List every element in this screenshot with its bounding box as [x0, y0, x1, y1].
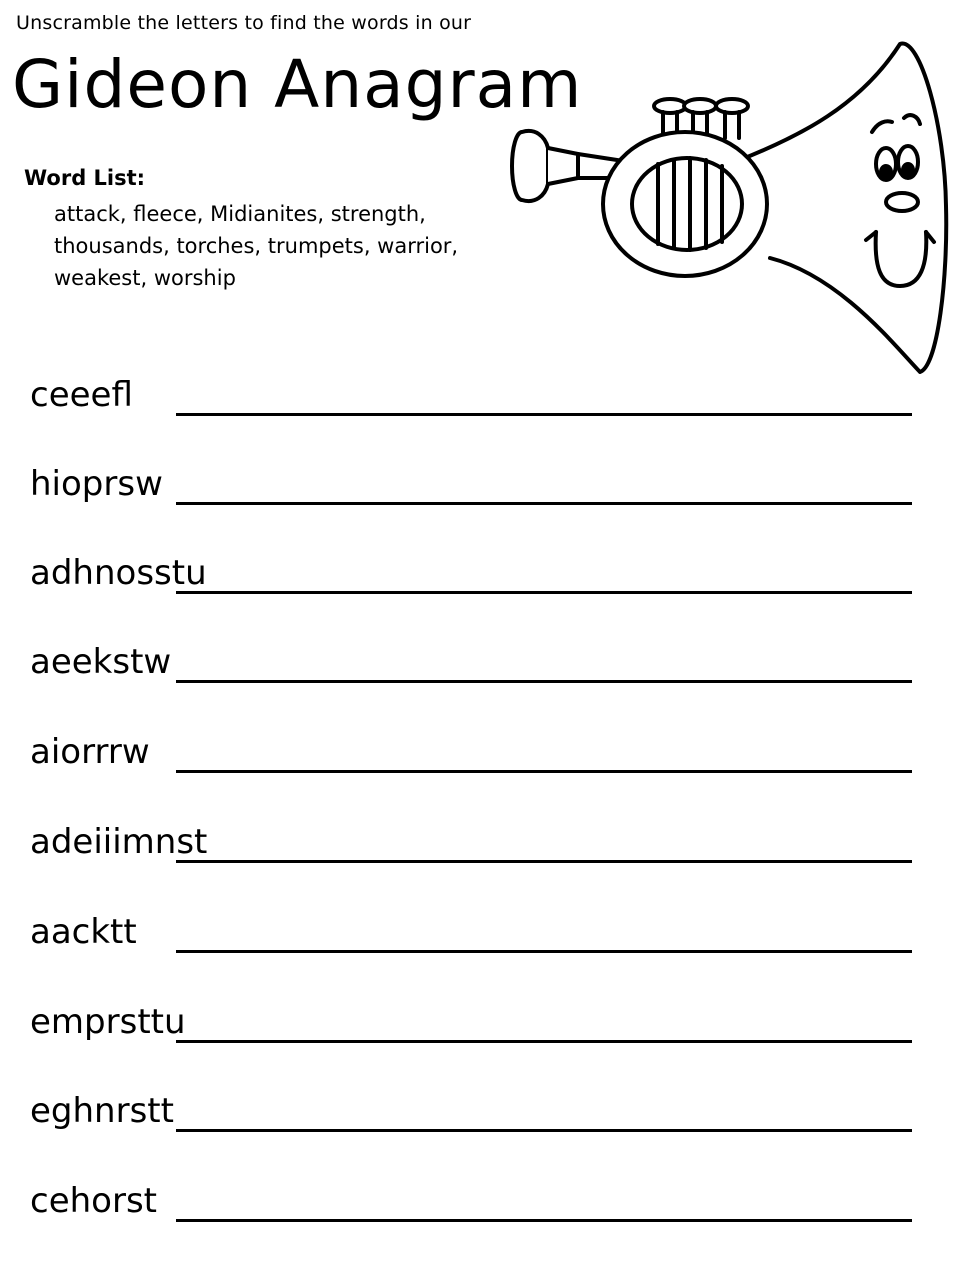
answer-line[interactable]	[176, 1040, 912, 1043]
answer-line[interactable]	[176, 502, 912, 505]
anagram-row	[0, 1091, 958, 1151]
scrambled-word: emprsttu	[30, 1002, 186, 1042]
scrambled-word: aiorrrw	[30, 732, 150, 772]
answer-line[interactable]	[176, 950, 912, 953]
scrambled-word: cehorst	[30, 1181, 157, 1221]
anagram-row	[0, 822, 958, 882]
word-list-line: thousands, torches, trumpets, warrior,	[54, 234, 459, 258]
answer-line[interactable]	[176, 770, 912, 773]
instruction-text: Unscramble the letters to find the words in our	[16, 12, 472, 34]
scrambled-word: aeekstw	[30, 642, 172, 682]
anagram-row	[0, 732, 958, 792]
answer-line[interactable]	[176, 413, 912, 416]
scrambled-word: ceeefl	[30, 375, 133, 415]
answer-line[interactable]	[176, 860, 912, 863]
answer-line[interactable]	[176, 680, 912, 683]
anagram-row	[0, 375, 958, 435]
scrambled-word: adhnosstu	[30, 553, 207, 593]
anagram-row	[0, 642, 958, 702]
answer-line[interactable]	[176, 591, 912, 594]
scrambled-word: aacktt	[30, 912, 137, 952]
page-title: Gideon Anagram	[12, 46, 583, 123]
scrambled-word: adeiiimnst	[30, 822, 208, 862]
answer-line[interactable]	[176, 1219, 912, 1222]
anagram-row	[0, 1002, 958, 1062]
word-list-heading: Word List:	[24, 166, 146, 190]
scrambled-word: hioprsw	[30, 464, 163, 504]
word-list-line: attack, fleece, Midianites, strength,	[54, 202, 426, 226]
anagram-row	[0, 464, 958, 524]
answer-line[interactable]	[176, 1129, 912, 1132]
anagram-row	[0, 553, 958, 613]
anagram-row	[0, 912, 958, 972]
anagram-row	[0, 1181, 958, 1241]
scrambled-word: eghnrstt	[30, 1091, 174, 1131]
word-list-line: weakest, worship	[54, 266, 236, 290]
